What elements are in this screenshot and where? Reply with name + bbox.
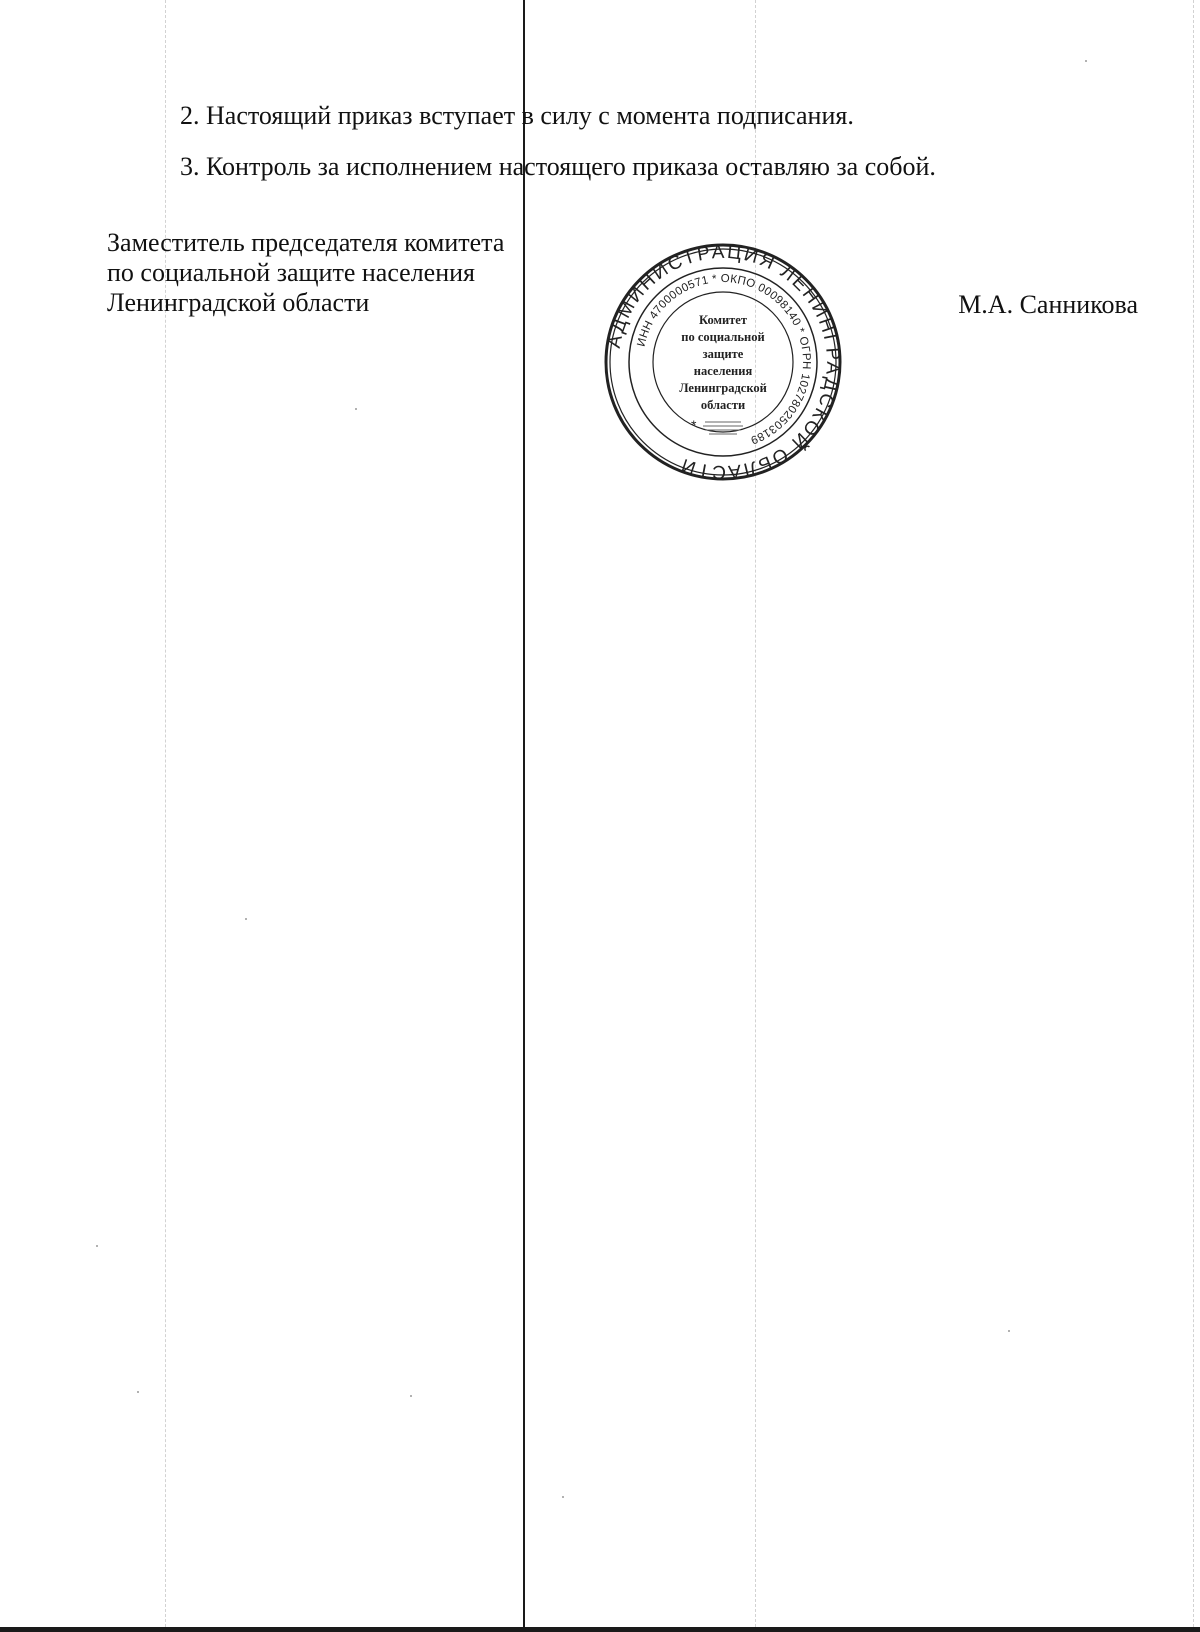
seal-center-line: населения <box>693 364 753 378</box>
seal-center-line: по социальной <box>681 330 765 344</box>
signer-position-line: по социальной защите населения <box>107 258 476 287</box>
scan-speck <box>137 1391 139 1393</box>
signer-name: М.А. Санникова <box>958 290 1138 319</box>
signer-position-line: Ленинградской области <box>107 288 370 317</box>
seal-inner-text-path: ИНН 4700000571 * ОКПО 00098140 * ОГРН 1027802503189 <box>635 272 813 446</box>
scan-bottom-edge <box>0 1627 1200 1632</box>
seal-center-line: Ленинградской <box>679 381 767 395</box>
scan-speck <box>355 408 357 410</box>
signer-position-line: Заместитель председателя комитета <box>107 228 505 257</box>
scan-fold-line <box>523 0 525 1632</box>
signer-position <box>107 228 504 318</box>
seal-center-line: области <box>700 398 746 412</box>
seal-center-text <box>679 313 767 412</box>
paragraph-3: 3. Контроль за исполнением настоящего приказа оставляю за собой. <box>180 152 936 181</box>
seal-center-line: защите <box>702 347 744 361</box>
seal-middle-ring <box>629 268 817 456</box>
scan-speck <box>562 1496 564 1498</box>
scan-faint-line <box>1193 0 1194 1632</box>
scan-speck <box>96 1245 98 1247</box>
official-seal-stamp <box>603 242 843 482</box>
scan-speck <box>1085 60 1087 62</box>
paragraph-2: 2. Настоящий приказ вступает в силу с момента подписания. <box>180 101 854 130</box>
seal-star-icon: * <box>691 417 697 433</box>
seal-center-line: Комитет <box>699 313 747 327</box>
scan-speck <box>245 918 247 920</box>
scan-speck <box>410 1395 412 1397</box>
scan-speck <box>1008 1330 1010 1332</box>
seal-outer-text-path: АДМИНИСТРАЦИЯ ЛЕНИНГРАДСКОЙ ОБЛАСТИ <box>603 242 843 482</box>
